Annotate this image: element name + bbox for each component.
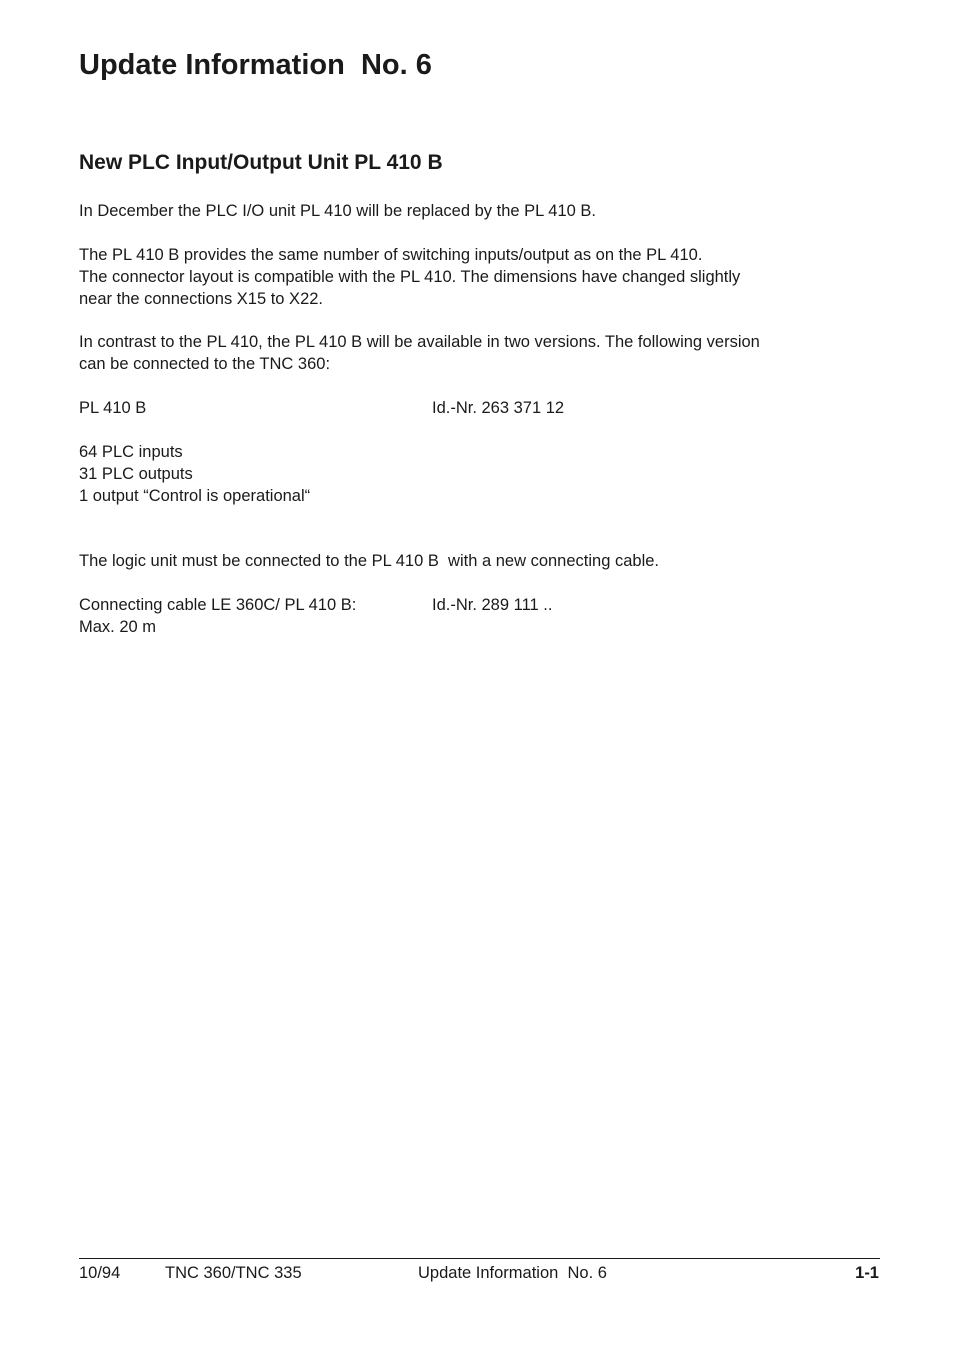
cable-id: Id.-Nr. 289 111 ..	[432, 596, 553, 614]
paragraph-cable: The logic unit must be connected to the PL 410 B with a new connecting cable.	[79, 552, 659, 570]
footer-page-number: 1-1	[855, 1264, 879, 1282]
paragraph-compat-line-3: near the connections X15 to X22.	[79, 290, 324, 308]
cable-max-length: Max. 20 m	[79, 618, 157, 636]
paragraph-versions-line-1: In contrast to the PL 410, the PL 410 B will be available in two versions. The following version	[79, 333, 760, 351]
page-title: Update Information No. 6	[79, 49, 432, 81]
footer-doc-title: Update Information No. 6	[418, 1264, 607, 1282]
version-id: Id.-Nr. 263 371 12	[432, 399, 565, 417]
feature-item-operational: 1 output “Control is operational“	[79, 487, 311, 505]
paragraph-versions-line-2: can be connected to the TNC 360:	[79, 355, 331, 373]
cable-label: Connecting cable LE 360C/ PL 410 B:	[79, 596, 357, 614]
footer-models: TNC 360/TNC 335	[165, 1264, 302, 1282]
feature-item-outputs: 31 PLC outputs	[79, 465, 193, 483]
version-label: PL 410 B	[79, 399, 147, 417]
feature-item-inputs: 64 PLC inputs	[79, 443, 183, 461]
footer-date: 10/94	[79, 1264, 121, 1282]
paragraph-compat-line-2: The connector layout is compatible with the PL 410. The dimensions have changed slightly	[79, 268, 741, 286]
footer-divider	[79, 1258, 880, 1259]
paragraph-compat-line-1: The PL 410 B provides the same number of switching inputs/output as on the PL 410.	[79, 246, 703, 264]
section-heading: New PLC Input/Output Unit PL 410 B	[79, 151, 443, 174]
paragraph-replacement: In December the PLC I/O unit PL 410 will be replaced by the PL 410 B.	[79, 202, 596, 220]
